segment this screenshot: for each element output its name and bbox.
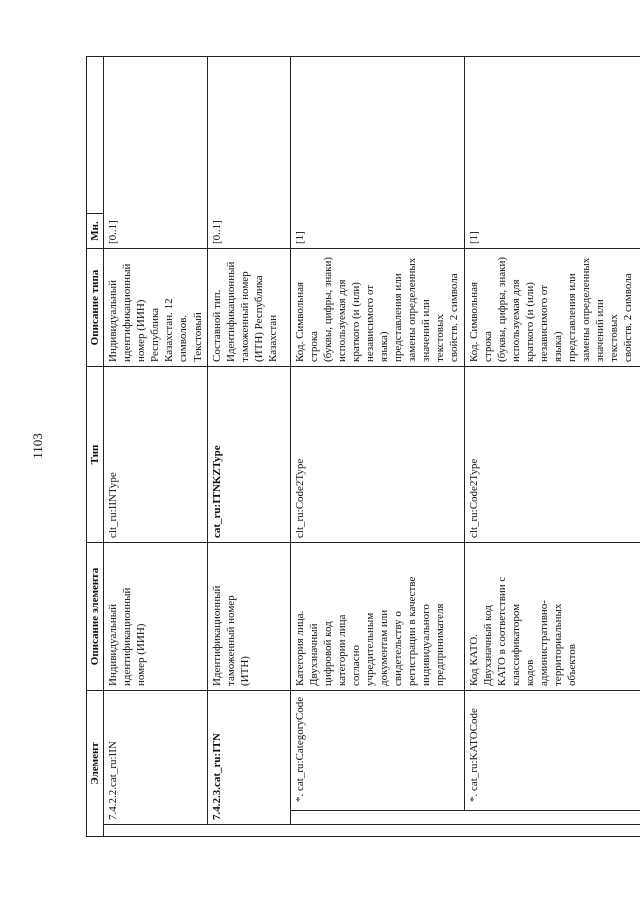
row-name: cat_ru:KATOCode (467, 708, 480, 791)
row-name: cat_ru:ITN (210, 733, 223, 787)
row-element-description: Идентификационный таможенный номер (ИТН) (207, 543, 290, 691)
row-type: clt_ru:IINType (104, 367, 208, 543)
row-type: cat_ru:ITNKZType (207, 367, 290, 543)
indent-cell (464, 811, 640, 825)
indent-cell (464, 825, 640, 837)
row-marker: *. (467, 793, 480, 802)
row-type: clt_ru:Code2Type (290, 367, 464, 543)
row-type-description: Индивидуальный идентификационный номер (ИИН) Республика Казахстан. 12 символов. Текстовый (104, 249, 208, 367)
table-header-row (87, 57, 104, 837)
header-multiplicity: Мн. (87, 214, 104, 249)
row-type: clt_ru:Code2Type (464, 367, 640, 543)
row-multiplicity: [1] (290, 57, 464, 249)
row-number: 7.4.2.2. (107, 787, 120, 820)
header-type-description: Описание типа (87, 249, 104, 367)
header-element: Элемент (87, 691, 104, 837)
row-element-description: Код КАТО. Двухзначный код КАТО в соответствии с классификатором кодов административно- территориальных объектов (464, 543, 640, 691)
table-row (290, 57, 464, 837)
page-number: 1103 (30, 433, 45, 459)
schema-elements-table (86, 56, 640, 837)
header-element-description: Описание элемента (87, 543, 104, 691)
row-element-description: Индивидуальный идентификационный номер (ИИН) (104, 543, 208, 691)
indent-cell (207, 825, 290, 837)
row-type-description: Код. Символьная строка (буквы, цифры, знаки) используемая для краткого (и (или) независимого от языка) представления или замены определенных значений или текстовых свойств. 2 символа (290, 249, 464, 367)
indent-cell (104, 825, 208, 837)
table-row (207, 57, 290, 837)
table-row (464, 57, 640, 837)
table-row (104, 57, 208, 837)
row-multiplicity: [0..1] (104, 57, 208, 249)
row-type-description: Составной тип. Идентификационный таможенный номер (ИТН) Республика Казахстан (207, 249, 290, 367)
header-spacer (87, 57, 104, 214)
indent-cell (290, 811, 464, 825)
indent-cell (290, 825, 464, 837)
rotated-page-content (86, 57, 640, 837)
row-element-description: Категория лица. Двухзначный цифровой код категории лица согласно учредительным документам или свидетельству о регистрации в качестве индивидуального предпринимателя (290, 543, 464, 691)
row-element-name (104, 691, 208, 825)
row-type-description: Код. Символьная строка (буквы, цифры, знаки) используемая для краткого (и (или) независимого от языка) представления или замены определенных значений или текстовых свойств. 2 символа (464, 249, 640, 367)
row-name: cat_ru:IIN (107, 741, 120, 787)
header-type: Тип (87, 367, 104, 543)
row-element-name (464, 691, 640, 811)
row-name: cat_ru:CategoryCode (293, 696, 306, 791)
row-number: 7.4.2.3. (210, 787, 223, 820)
row-multiplicity: [1] (464, 57, 640, 249)
row-element-name (290, 691, 464, 811)
row-multiplicity: [0..1] (207, 57, 290, 249)
row-marker: *. (293, 793, 306, 802)
row-element-name (207, 691, 290, 825)
